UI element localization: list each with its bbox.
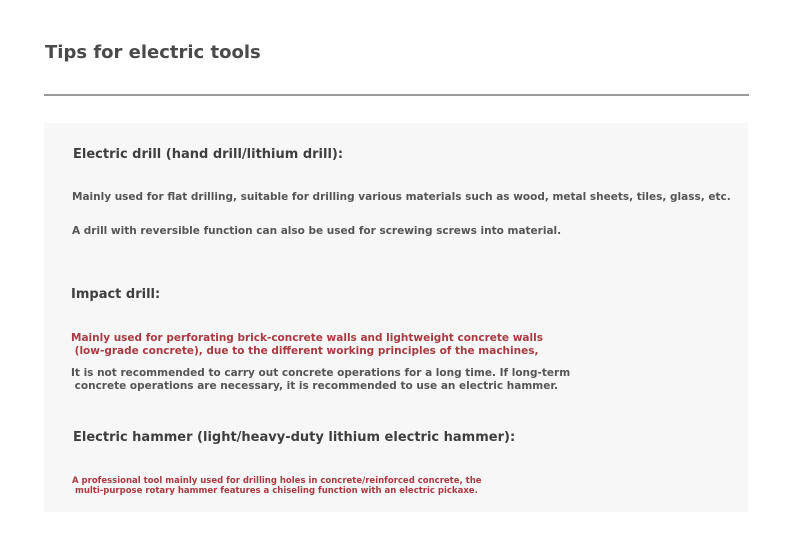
section-paragraph-electric-drill-reversible: A drill with reversible function can also be used for screwing screws into material. [72, 225, 562, 237]
tips-panel [44, 123, 748, 512]
page-title: Tips for electric tools [45, 42, 261, 63]
section-paragraph-electric-hammer-usage: A professional tool mainly used for drilling holes in concrete/reinforced concrete, the multi-purpose rotary hammer features a chiseling function with an electric pickaxe. [72, 476, 482, 496]
section-paragraph-electric-drill-usage: Mainly used for flat drilling, suitable for drilling various materials such as wood, metal sheets, tiles, glass, etc. [72, 191, 731, 203]
title-divider [44, 94, 749, 96]
section-heading-electric-drill: Electric drill (hand drill/lithium drill): [73, 147, 344, 162]
section-heading-impact-drill: Impact drill: [71, 287, 161, 302]
section-heading-electric-hammer: Electric hammer (light/heavy-duty lithium electric hammer): [73, 430, 516, 445]
section-paragraph-impact-drill-recommendation: It is not recommended to carry out concrete operations for a long time. If long-term concrete operations are necessary, it is recommended to use an electric hammer. [71, 367, 571, 392]
section-paragraph-impact-drill-usage: Mainly used for perforating brick-concrete walls and lightweight concrete walls (low-grade concrete), due to the different working principles of the machines, [71, 332, 543, 357]
